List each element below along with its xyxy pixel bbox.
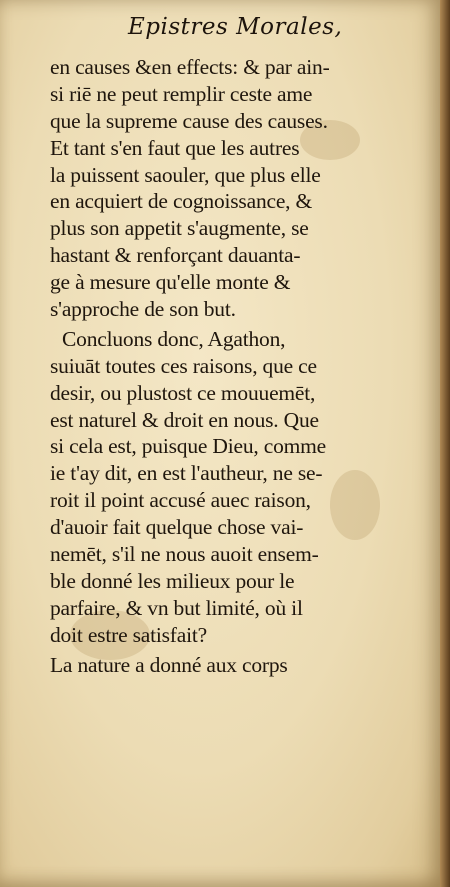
text-line: si cela est, puisque Dieu, comme [50,434,327,459]
text-line: ble donné les milieux pour le [50,568,295,593]
text-line: suiuāt toutes ces raisons, que ce [50,353,317,378]
text-line: parfaire, & vn but limité, où il [50,595,303,620]
text-line: ie t'ay dit, en est l'autheur, ne se- [50,461,323,486]
text-line: roit il point accusé auec raison, [50,488,311,513]
paragraph-start-line: Concluons donc, Agathon, [62,326,286,351]
text-line: ge à mesure qu'elle monte & [50,270,291,295]
text-line: en acquiert de cognoissance, & [50,189,313,214]
text-line: nemēt, s'il ne nous auoit ensem- [50,542,319,567]
running-header: Epistres Morales, [128,14,343,40]
text-line: si riē ne peut remplir ceste ame [50,81,313,106]
text-line: Et tant s'en faut que les autres [50,135,300,160]
text-line: doit estre satisfait? [50,622,207,647]
text-line: La nature a donné aux corps [50,652,288,677]
text-line: d'auoir fait quelque chose vai- [50,515,304,540]
text-line: hastant & renforçant dauanta- [50,243,301,268]
text-line: que la supreme cause des causes. [50,108,328,133]
page-body [50,54,422,678]
text-line: la puissent saouler, que plus elle [50,162,321,187]
text-line: s'approche de son but. [50,297,236,322]
text-line: desir, ou plustost ce mouuemēt, [50,380,316,405]
text-line: est naturel & droit en nous. Que [50,407,319,432]
text-line: plus son appetit s'augmente, se [50,216,309,241]
text-line: en causes &en effects: & par ain- [50,55,330,79]
page-edge-shadow [440,0,450,887]
